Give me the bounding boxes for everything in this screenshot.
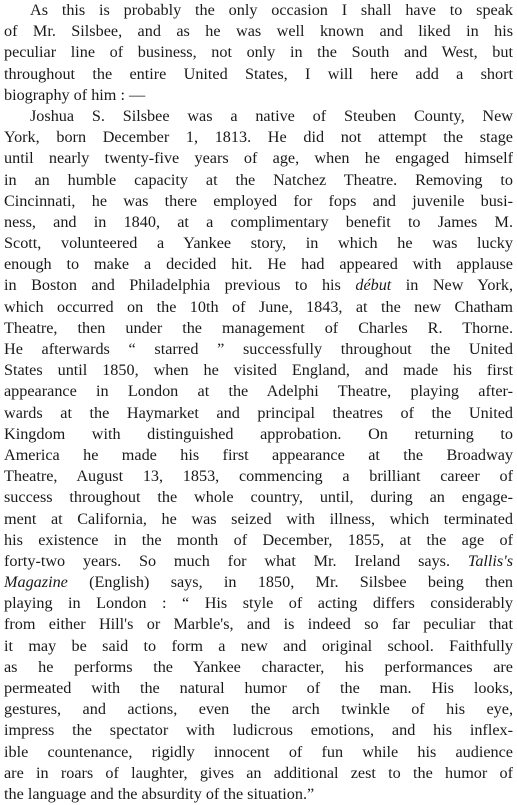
text-line (4, 551, 513, 572)
italic-word-tallis: Tallis's (467, 551, 513, 570)
text-line: Joshua S. Silsbee was a native of Steuben County, New (30, 106, 513, 125)
text-line: until nearly twenty-five years of age, when he engaged himself (4, 149, 513, 168)
text-line: He afterwards “ starred ” successfully throughout the United (4, 340, 513, 358)
text-line: success throughout the whole country, until, during an engage- (4, 488, 513, 507)
book-page (4, 0, 513, 805)
text-line: of Mr. Silsbee, and as he was well known and liked in his (4, 22, 513, 41)
text-line: ible countenance, rigidly innocent of fun while his audience (4, 742, 513, 761)
text-line: Kingdom with distinguished approbation. On returning to (4, 424, 513, 443)
text-line: wards at the Haymarket and principal theatres of the United (4, 403, 513, 422)
text-line: York, born December 1, 1813. He did not attempt the stage (4, 128, 513, 147)
text-line: ment at California, he was seized with illness, which terminated (4, 509, 513, 528)
text-line: playing in London : “ His style of acting differs considerably (4, 594, 513, 613)
text-line: Theatre, then under the management of Charles R. Thorne. (4, 318, 513, 337)
text-line: As this is probably the only occasion I shall have to speak (30, 1, 513, 19)
italic-word-debut: début (355, 276, 392, 295)
text-line: his existence in the month of December, 1855, at the age of (4, 530, 513, 549)
text-line: in an humble capacity at the Natchez Theatre. Removing to (4, 170, 513, 189)
text-segment: (English) says, in 1850, Mr. Silsbee being then (67, 573, 513, 592)
text-line: throughout the entire United States, I will here add a short (4, 64, 513, 83)
text-line (4, 572, 513, 593)
text-line: ness, and in 1840, at a complimentary benefit to James M. (4, 212, 513, 231)
text-line: peculiar line of business, not only in the South and West, but (4, 43, 513, 62)
text-line: are in roars of laughter, gives an additional zest to the humor of (4, 763, 513, 782)
text-line: biography of him : — (4, 85, 146, 104)
text-line: States until 1850, when he visited England, and made his first (4, 361, 513, 380)
text-line (4, 275, 513, 296)
text-line: America he made his first appearance at the Broadway (4, 445, 513, 464)
text-segment: forty-two years. So much for what Mr. Ireland says. (4, 551, 468, 570)
text-line: Theatre, August 13, 1853, commencing a brilliant career of (4, 467, 513, 486)
text-segment: in Boston and Philadelphia previous to his (4, 276, 356, 295)
text-line: permeated with the natural humor of the man. His looks, (4, 679, 513, 697)
text-line: from either Hill's or Marble's, and is indeed so far peculiar that (4, 615, 513, 634)
text-line: the language and the absurdity of the situation.” (4, 784, 315, 803)
text-line: as he performs the Yankee character, his performances are (4, 657, 513, 676)
text-line: Cincinnati, he was there employed for fops and juvenile busi- (4, 191, 513, 210)
paragraph-intro (4, 0, 513, 106)
paragraph-biography (4, 106, 513, 805)
text-line: enough to make a decided hit. He had appeared with applause (4, 255, 513, 274)
text-line: Scott, volunteered a Yankee story, in which he was lucky (4, 234, 513, 253)
text-line: appearance in London at the Adelphi Theatre, playing after- (4, 382, 513, 401)
text-line: which occurred on the 10th of June, 1843, at the new Chatham (4, 297, 513, 316)
text-line: gestures, and actions, even the arch twinkle of his eye, (4, 700, 513, 719)
text-segment: in New York, (391, 276, 513, 295)
italic-word-magazine: Magazine (4, 573, 68, 592)
text-line: impress the spectator with ludicrous emotions, and his inflex- (4, 721, 513, 740)
text-line: it may be said to form a new and original school. Faithfully (4, 636, 513, 655)
